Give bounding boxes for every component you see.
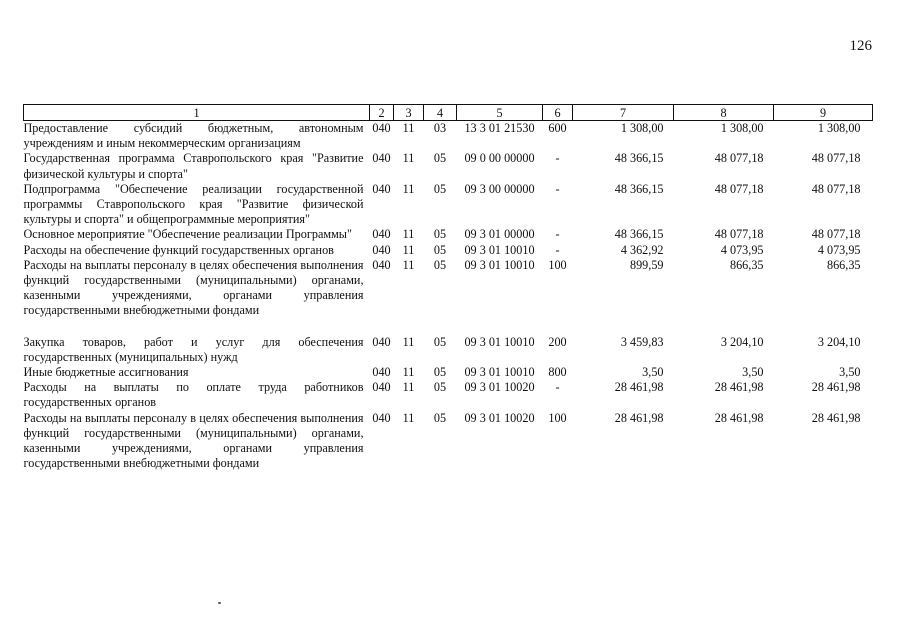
amount-col8: 3 204,10 bbox=[720, 334, 764, 349]
ministry-code: 040 bbox=[372, 410, 391, 425]
amount-col9: 48 077,18 bbox=[811, 181, 861, 196]
amount-col8: 3,50 bbox=[742, 365, 764, 380]
budget-table bbox=[23, 104, 873, 471]
expense-type-code: - bbox=[555, 227, 560, 242]
target-article-code: 13 3 01 21530 bbox=[464, 121, 535, 135]
expense-name: Предоставление субсидий бюджетным, автономным учреждениям и иным некоммерческим организациям bbox=[23, 121, 364, 151]
section-code: 11 bbox=[402, 227, 415, 242]
amount-col7: 899,59 bbox=[629, 257, 664, 272]
section-code: 11 bbox=[402, 365, 415, 380]
amount-col7: 3,50 bbox=[642, 365, 664, 380]
section-code: 11 bbox=[402, 334, 415, 349]
expense-name: Государственная программа Ставропольского края "Развитие физической культуры и спорта" bbox=[23, 151, 364, 181]
amount-col9: 1 308,00 bbox=[817, 121, 861, 135]
expense-type-code: 100 bbox=[548, 257, 567, 272]
subsection-code: 05 bbox=[433, 257, 447, 272]
table-row bbox=[24, 227, 873, 242]
amount-col8: 866,35 bbox=[729, 257, 764, 272]
ministry-code: 040 bbox=[372, 365, 391, 380]
target-article-code: 09 3 01 10010 bbox=[464, 242, 535, 257]
section-code: 11 bbox=[402, 410, 415, 425]
expense-type-code: 200 bbox=[548, 334, 567, 349]
amount-col8: 28 461,98 bbox=[714, 410, 764, 425]
amount-col8: 4 073,95 bbox=[720, 242, 764, 257]
amount-col9: 866,35 bbox=[826, 257, 861, 272]
expense-name: Расходы на обеспечение функций государственных органов bbox=[23, 242, 334, 257]
expense-type-code: 100 bbox=[548, 410, 567, 425]
target-article-code: 09 3 01 10010 bbox=[464, 334, 535, 349]
target-article-code: 09 3 01 10020 bbox=[464, 410, 535, 425]
amount-col8: 28 461,98 bbox=[714, 380, 764, 395]
page-number: 126 bbox=[849, 38, 872, 54]
section-code: 11 bbox=[402, 121, 415, 135]
subsection-code: 05 bbox=[433, 227, 447, 242]
ministry-code: 040 bbox=[372, 380, 391, 395]
ministry-code: 040 bbox=[372, 334, 391, 349]
subsection-code: 05 bbox=[433, 151, 447, 166]
amount-col9: 28 461,98 bbox=[811, 410, 861, 425]
table-row bbox=[24, 243, 873, 258]
table-row bbox=[24, 258, 873, 319]
spacer-cell bbox=[24, 319, 873, 335]
amount-col7: 3 459,83 bbox=[620, 334, 664, 349]
column-header: 6 bbox=[543, 105, 573, 121]
column-header: 1 bbox=[24, 105, 370, 121]
table-header-row bbox=[24, 105, 873, 121]
scan-speck bbox=[218, 602, 221, 604]
amount-col7: 28 461,98 bbox=[614, 380, 664, 395]
subsection-code: 05 bbox=[433, 334, 447, 349]
table-row bbox=[24, 151, 873, 181]
amount-col9: 3 204,10 bbox=[817, 334, 861, 349]
expense-name: Основное мероприятие "Обеспечение реализации Программы" bbox=[23, 227, 352, 242]
section-code: 11 bbox=[402, 257, 415, 272]
amount-col7: 48 366,15 bbox=[614, 151, 664, 166]
target-article-code: 09 3 01 10020 bbox=[464, 380, 535, 395]
amount-col8: 1 308,00 bbox=[720, 121, 764, 135]
spacer-row bbox=[24, 319, 873, 335]
table-row bbox=[24, 121, 873, 152]
table-row bbox=[24, 182, 873, 228]
ministry-code: 040 bbox=[372, 242, 391, 257]
expense-name: Расходы на выплаты персоналу в целях обеспечения выполнения функций государственными (муниципальными) органами, казенными учреждениями, органами управления государственными внебюджетными фондами bbox=[23, 257, 364, 318]
subsection-code: 05 bbox=[433, 380, 447, 395]
expense-type-code: 800 bbox=[548, 365, 567, 380]
section-code: 11 bbox=[402, 181, 415, 196]
amount-col9: 4 073,95 bbox=[817, 242, 861, 257]
target-article-code: 09 3 01 10010 bbox=[464, 257, 535, 272]
ministry-code: 040 bbox=[372, 121, 391, 135]
expense-type-code: 600 bbox=[548, 121, 567, 135]
expense-type-code: - bbox=[555, 242, 560, 257]
expense-name: Расходы на выплаты персоналу в целях обеспечения выполнения функций государственными (муниципальными) органами, казенными учреждениями, органами управления государственными внебюджетными фондами bbox=[23, 410, 364, 471]
column-header: 8 bbox=[674, 105, 774, 121]
expense-type-code: - bbox=[555, 380, 560, 395]
column-header: 2 bbox=[370, 105, 394, 121]
target-article-code: 09 3 00 00000 bbox=[464, 181, 535, 196]
expense-type-code: - bbox=[555, 151, 560, 166]
ministry-code: 040 bbox=[372, 227, 391, 242]
subsection-code: 05 bbox=[433, 410, 447, 425]
target-article-code: 09 0 00 00000 bbox=[464, 151, 535, 166]
amount-col9: 48 077,18 bbox=[811, 227, 861, 242]
ministry-code: 040 bbox=[372, 257, 391, 272]
amount-col7: 48 366,15 bbox=[614, 181, 664, 196]
amount-col7: 28 461,98 bbox=[614, 410, 664, 425]
amount-col7: 48 366,15 bbox=[614, 227, 664, 242]
section-code: 11 bbox=[402, 242, 415, 257]
expense-type-code: - bbox=[555, 181, 560, 196]
amount-col9: 3,50 bbox=[839, 365, 861, 380]
subsection-code: 05 bbox=[433, 365, 447, 380]
column-header: 4 bbox=[424, 105, 457, 121]
ministry-code: 040 bbox=[372, 151, 391, 166]
expense-name: Закупка товаров, работ и услуг для обеспечения государственных (муниципальных) нужд bbox=[23, 334, 364, 364]
column-header: 9 bbox=[774, 105, 873, 121]
section-code: 11 bbox=[402, 380, 415, 395]
section-code: 11 bbox=[402, 151, 415, 166]
expense-name: Иные бюджетные ассигнования bbox=[23, 365, 189, 380]
column-header: 3 bbox=[394, 105, 424, 121]
amount-col9: 48 077,18 bbox=[811, 151, 861, 166]
expense-name: Расходы на выплаты по оплате труда работников государственных органов bbox=[23, 380, 364, 410]
amount-col8: 48 077,18 bbox=[714, 151, 764, 166]
column-header: 5 bbox=[457, 105, 543, 121]
target-article-code: 09 3 01 10010 bbox=[464, 365, 535, 380]
ministry-code: 040 bbox=[372, 181, 391, 196]
target-article-code: 09 3 01 00000 bbox=[464, 227, 535, 242]
table-row bbox=[24, 365, 873, 380]
table-row bbox=[24, 335, 873, 365]
amount-col8: 48 077,18 bbox=[714, 181, 764, 196]
column-header: 7 bbox=[573, 105, 674, 121]
amount-col9: 28 461,98 bbox=[811, 380, 861, 395]
table-row bbox=[24, 411, 873, 472]
table-row bbox=[24, 380, 873, 410]
subsection-code: 03 bbox=[433, 121, 447, 135]
amount-col7: 1 308,00 bbox=[620, 121, 664, 135]
amount-col7: 4 362,92 bbox=[620, 242, 664, 257]
subsection-code: 05 bbox=[433, 242, 447, 257]
amount-col8: 48 077,18 bbox=[714, 227, 764, 242]
expense-name: Подпрограмма "Обеспечение реализации государственной программы Ставропольского края "Развитие физической культуры и спорта" и общепрограммные мероприятия" bbox=[23, 181, 364, 227]
subsection-code: 05 bbox=[433, 181, 447, 196]
